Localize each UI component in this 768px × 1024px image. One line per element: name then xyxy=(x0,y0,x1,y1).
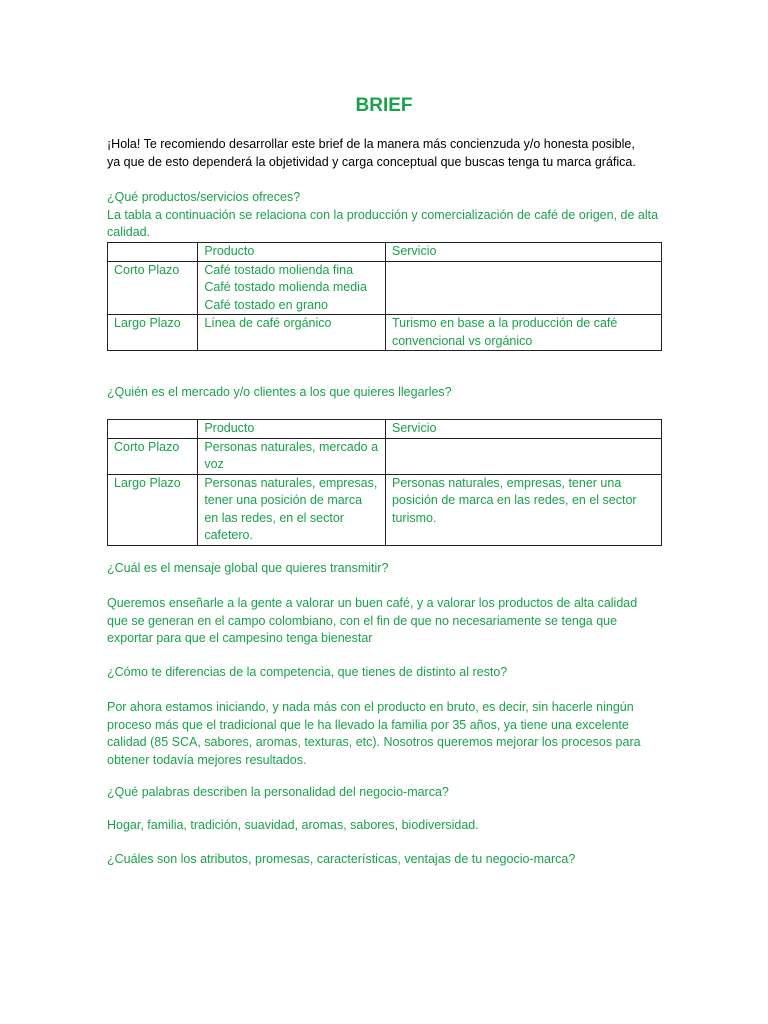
question-text: ¿Qué productos/servicios ofreces? xyxy=(107,190,301,204)
cell-line: Línea de café orgánico xyxy=(204,316,332,330)
servicio-cell xyxy=(385,315,661,351)
question-attributes xyxy=(107,851,667,869)
intro-paragraph xyxy=(107,136,667,171)
question-text: ¿Qué palabras describen la personalidad del negocio-marca? xyxy=(107,785,449,799)
producto-cell xyxy=(198,315,386,351)
cell-line: en las redes, en el sector xyxy=(204,510,344,525)
answer-line: proceso más que el tradicional que le ha llevado la familia por 35 años, ya tiene una excelente xyxy=(107,717,629,732)
question-text: ¿Quién es el mercado y/o clientes a los que quieres llegarles? xyxy=(107,385,452,399)
row-label: Corto Plazo xyxy=(108,261,198,315)
cell-line: Café tostado en grano xyxy=(204,297,329,312)
cell-line: Personas naturales, empresas, tener una xyxy=(391,475,622,490)
products-table xyxy=(107,242,662,351)
table-header-cell: Producto xyxy=(198,243,386,262)
cell-line: Personas naturales, mercado a xyxy=(204,439,379,454)
row-label: Largo Plazo xyxy=(108,315,198,351)
producto-cell xyxy=(198,261,386,315)
table-header-row xyxy=(108,243,662,262)
page-title: BRIEF xyxy=(355,95,413,116)
cell-line: Café tostado molienda fina xyxy=(204,262,354,277)
table-header-row xyxy=(108,420,662,439)
table-row xyxy=(108,315,662,351)
producto-cell xyxy=(198,474,386,545)
answer-line: exportar para que el campesino tenga bienestar xyxy=(107,631,373,645)
question-text: ¿Cuál es el mensaje global que quieres transmitir? xyxy=(107,561,389,575)
intro-line: ya que de esto dependerá la objetividad y carga conceptual que buscas tenga tu marca gráfica. xyxy=(107,154,636,169)
cell-line: voz xyxy=(204,457,224,471)
table-row xyxy=(108,261,662,315)
question-message xyxy=(107,560,667,578)
question-market xyxy=(107,384,667,402)
producto-cell xyxy=(198,438,386,474)
cell-line: cafetero. xyxy=(204,528,253,542)
question-text: ¿Cómo te diferencias de la competencia, que tienes de distinto al resto? xyxy=(107,665,508,679)
answer-personality xyxy=(107,817,667,835)
servicio-cell xyxy=(385,474,661,545)
answer-message xyxy=(107,595,667,648)
answer-line: que se generan en el campo colombiano, con el fin de que no necesariamente se tenga que xyxy=(107,613,618,628)
answer-line: obtener todavía mejores resultados. xyxy=(107,752,307,767)
question-text: ¿Cuáles son los atributos, promesas, características, ventajas de tu negocio-marca? xyxy=(107,852,576,866)
answer-differentiation xyxy=(107,699,667,769)
row-label: Largo Plazo xyxy=(108,474,198,545)
servicio-cell xyxy=(385,261,661,315)
cell-line: turismo. xyxy=(391,510,437,525)
table-header-cell xyxy=(108,420,198,439)
description-line: calidad. xyxy=(107,225,151,239)
cell-line: Café tostado molienda media xyxy=(204,280,367,294)
answer-line: Queremos enseñarle a la gente a valorar un buen café, y a valorar los productos de alta calidad xyxy=(107,596,638,610)
question-personality xyxy=(107,784,667,802)
servicio-cell xyxy=(385,438,661,474)
answer-line: calidad (85 SCA, sabores, aromas, texturas, etc). Nosotros queremos mejorar los procesos para xyxy=(107,735,641,749)
table-header-cell: Servicio xyxy=(385,243,661,262)
table-header-cell: Producto xyxy=(198,420,386,439)
question-differentiation xyxy=(107,664,667,682)
row-label: Corto Plazo xyxy=(108,438,198,474)
table-row xyxy=(108,438,662,474)
market-table xyxy=(107,419,662,546)
cell-line: tener una posición de marca xyxy=(204,493,363,507)
description-line: La tabla a continuación se relaciona con la producción y comercialización de café de origen, de alta xyxy=(107,207,659,222)
question-products xyxy=(107,189,667,242)
cell-line: Personas naturales, empresas, xyxy=(204,475,378,490)
table-header-cell: Servicio xyxy=(385,420,661,439)
intro-line: ¡Hola! Te recomiendo desarrollar este brief de la manera más concienzuda y/o honesta posible, xyxy=(107,137,635,151)
table-header-cell xyxy=(108,243,198,262)
answer-line: Hogar, familia, tradición, suavidad, aromas, sabores, biodiversidad. xyxy=(107,818,479,832)
cell-line: Turismo en base a la producción de café xyxy=(391,316,618,330)
cell-line: convencional vs orgánico xyxy=(391,333,533,348)
answer-line: Por ahora estamos iniciando, y nada más con el producto en bruto, es decir, sin hacerle ningún xyxy=(107,700,634,714)
cell-line: posición de marca en las redes, en el sector xyxy=(391,493,637,507)
table-row xyxy=(108,474,662,545)
